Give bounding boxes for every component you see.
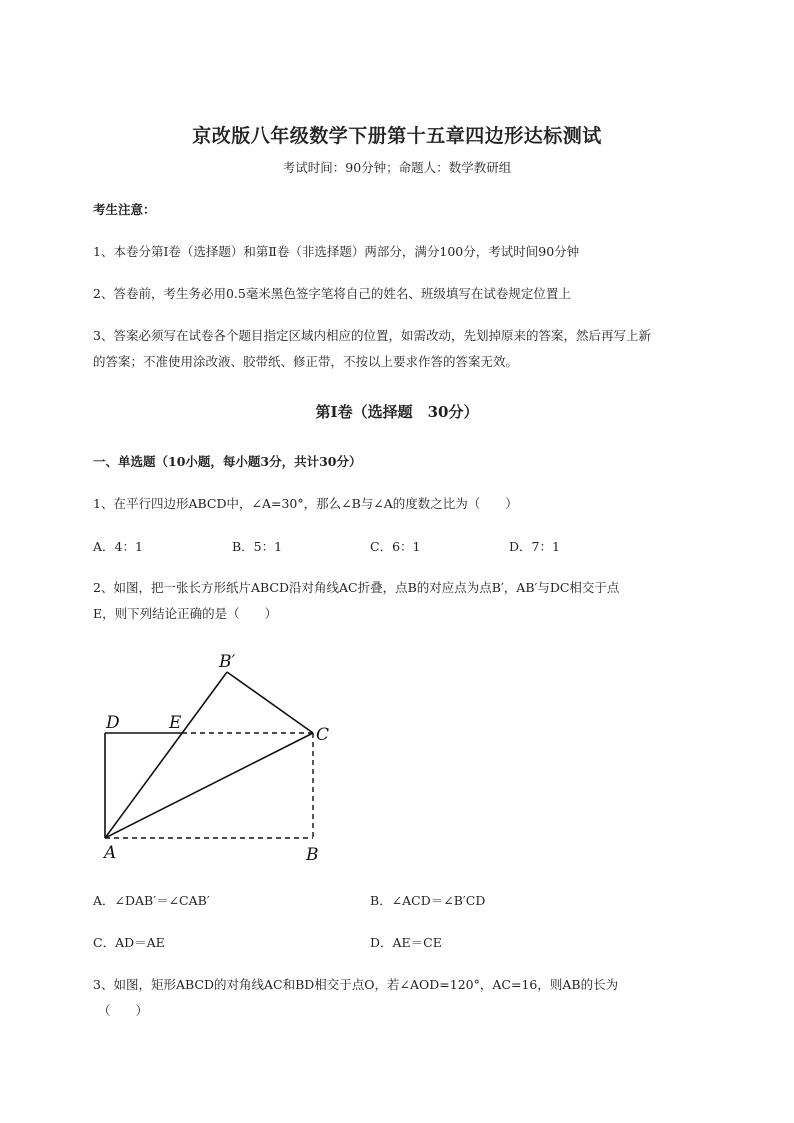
section-title: 第I卷（选择题 30分） (315, 403, 479, 421)
segment-AC (105, 733, 313, 838)
question-1-option-a: A．4：1 (93, 539, 143, 554)
question-2-option-b: B．∠ACD＝∠B′CD (370, 893, 486, 908)
question-1-option-c: C．6：1 (370, 539, 421, 554)
label-D: D (106, 713, 120, 733)
label-E: E (169, 713, 182, 733)
question-2-stem-line-1: 2、如图，把一张长方形纸片ABCD沿对角线AC折叠，点B的对应点为点B′，AB′与DC相交于点 (93, 580, 620, 595)
notice-item-1: 1、本卷分第I卷（选择题）和第Ⅱ卷（非选择题）两部分，满分100分，考试时间90分钟 (93, 244, 580, 259)
notice-item-2: 2、答卷前，考生务必用0.5毫米黑色签字笔将自己的姓名、班级填写在试卷规定位置上 (93, 286, 571, 301)
notice-item-3-cont: 的答案；不准使用涂改液、胶带纸、修正带，不按以上要求作答的答案无效。 (93, 354, 519, 369)
segment-B-prime-C (227, 672, 313, 733)
part-heading: 一、单选题（10小题，每小题3分，共计30分） (93, 454, 362, 469)
question-2-option-d: D．AE＝CE (370, 935, 442, 950)
question-1-option-d: D．7：1 (509, 539, 560, 554)
notice-item-3: 3、答案必须写在试卷各个题目指定区域内相应的位置，如需改动，先划掉原来的答案，然后再写上新 (93, 328, 651, 343)
exam-title: 京改版八年级数学下册第十五章四边形达标测试 (192, 125, 602, 147)
exam-subtitle: 考试时间：90分钟；命题人：数学教研组 (282, 160, 512, 175)
question-2-stem-line-2: E，则下列结论正确的是（ ） (93, 606, 278, 621)
label-B-prime: B′ (219, 652, 236, 672)
label-C: C (316, 725, 330, 745)
label-B: B (306, 845, 319, 865)
question-3-stem-line-2: （ ） (98, 1003, 149, 1018)
question-1-option-b: B．5：1 (232, 539, 283, 554)
notice-heading: 考生注意： (93, 202, 156, 217)
question-1-stem: 1、在平行四边形ABCD中，∠A=30°，那么∠B与∠A的度数之比为（ ） (93, 496, 518, 511)
question-2-option-a: A．∠DAB′＝∠CAB′ (93, 893, 210, 908)
label-A: A (104, 843, 117, 863)
question-2-option-c: C．AD＝AE (93, 935, 165, 950)
segment-AB-prime (105, 672, 227, 838)
fold-rectangle-figure (90, 640, 350, 870)
question-3-stem-line-1: 3、如图，矩形ABCD的对角线AC和BD相交于点O，若∠AOD=120°，AC=16，则AB的长为 (93, 977, 619, 992)
